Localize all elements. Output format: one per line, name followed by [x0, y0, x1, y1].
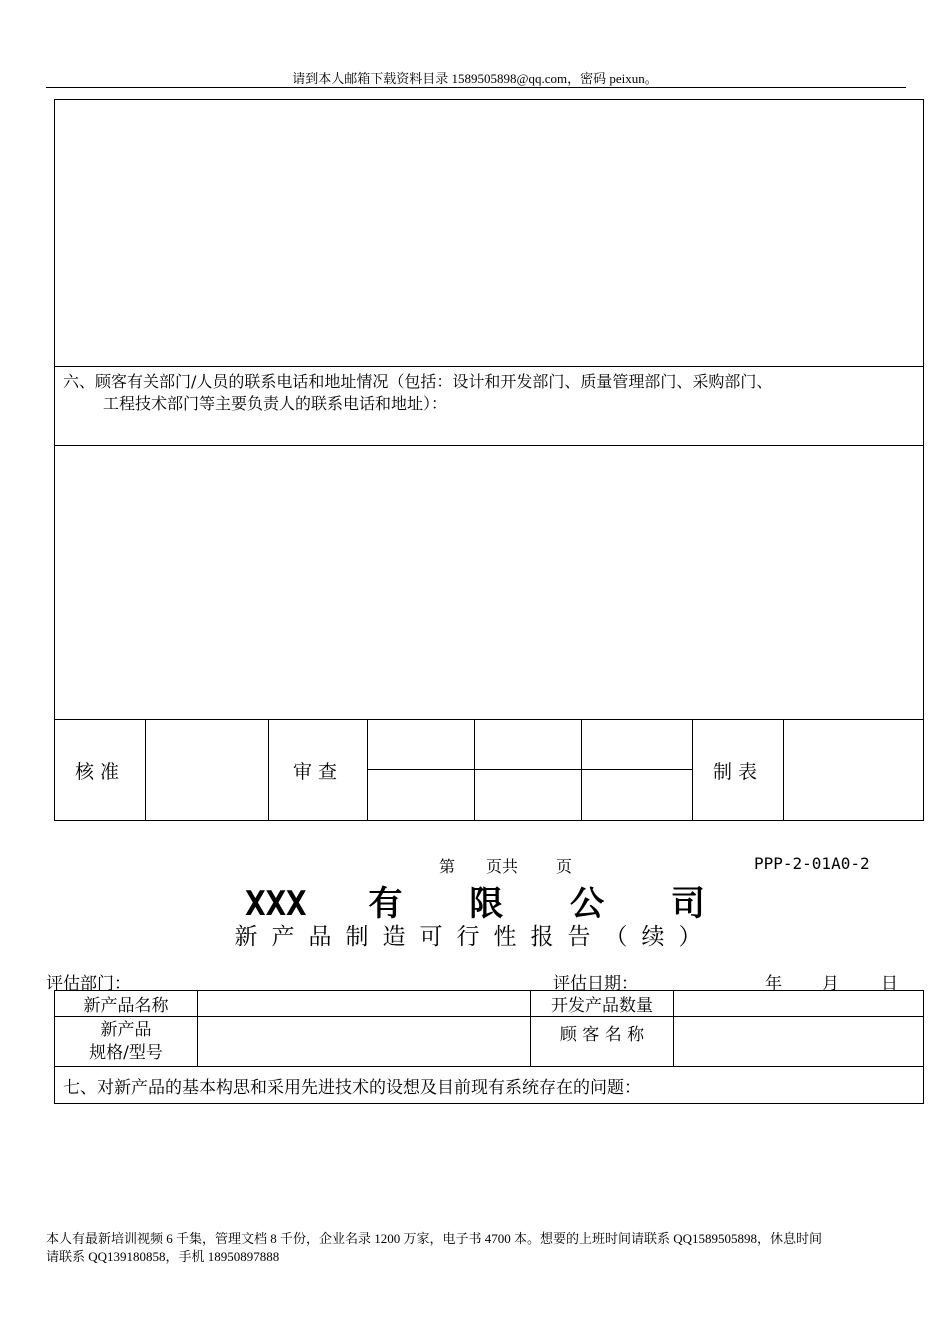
review-cell-3[interactable]	[582, 720, 693, 770]
customer-field[interactable]	[674, 1017, 924, 1067]
review-cell-2[interactable]	[475, 720, 582, 770]
blank-area-top[interactable]	[55, 100, 924, 367]
approve-signature-cell[interactable]	[146, 720, 269, 821]
footer-line2: 请联系 QQ139180858，手机 18950897888	[46, 1249, 280, 1264]
dev-qty-field[interactable]	[674, 991, 924, 1017]
total-pages-label: 页共	[486, 857, 519, 876]
dev-qty-label: 开发产品数量	[531, 991, 674, 1017]
company-name-part: 公	[570, 884, 605, 924]
company-name-part: 有	[368, 884, 403, 924]
pages-label: 页	[556, 857, 573, 876]
spec-field[interactable]	[198, 1017, 531, 1067]
footer-note	[46, 1230, 906, 1266]
review-cell-4[interactable]	[368, 770, 475, 821]
company-name-part: XXX	[245, 884, 307, 924]
review-cell-6[interactable]	[582, 770, 693, 821]
eval-year-label: 年	[765, 974, 782, 994]
eval-day-label: 日	[881, 974, 898, 994]
form-code: PPP-2-01A0-2	[754, 854, 870, 873]
page-header-text: 请到本人邮箱下载资料目录 1589505898@qq.com，密码 peixun。	[292, 71, 658, 86]
eval-dept-label: 评估部门：	[46, 974, 131, 994]
spec-label-line2: 规格/型号	[89, 1042, 163, 1063]
footer-line1: 本人有最新培训视频 6 千集，管理文档 8 千份，企业名录 1200 万家，电子书 4700 本。想要的上班时间请联系 QQ1589505898，休息时间	[46, 1231, 823, 1246]
product-info-table	[54, 990, 924, 1104]
review-cell-5[interactable]	[475, 770, 582, 821]
product-name-label: 新产品名称	[55, 991, 198, 1017]
product-name-field[interactable]	[198, 991, 531, 1017]
contact-info-area[interactable]	[55, 446, 924, 720]
company-name-part: 限	[469, 884, 504, 924]
spec-label-line1: 新产品	[100, 1019, 152, 1040]
prepare-signature-cell[interactable]	[784, 720, 924, 821]
header-divider	[46, 87, 906, 88]
approve-label: 核准	[55, 720, 146, 821]
customer-label: 顾 客 名 称	[531, 1017, 674, 1067]
section-6-line2: 工程技术部门等主要负责人的联系电话和地址）：	[103, 394, 448, 413]
eval-date-label: 评估日期：	[553, 974, 638, 994]
section-6-line1: 六、顾客有关部门/人员的联系电话和地址情况（包括：设计和开发部门、质量管理部门、采购部门、	[63, 372, 773, 391]
review-cell-1[interactable]	[368, 720, 475, 770]
spec-label	[55, 1017, 198, 1067]
prepare-label: 制表	[693, 720, 784, 821]
continuation-table	[54, 99, 924, 821]
section-7-heading: 七、对新产品的基本构思和采用先进技术的设想及目前现有系统存在的问题：	[55, 1067, 924, 1104]
company-name-part: 司	[670, 884, 705, 924]
section-6-heading	[55, 367, 924, 446]
page-number-label: 第	[439, 857, 456, 876]
review-label: 审查	[269, 720, 368, 821]
eval-month-label: 月	[822, 974, 839, 994]
report-title: 新产品制造可行性报告（续）	[234, 924, 716, 950]
